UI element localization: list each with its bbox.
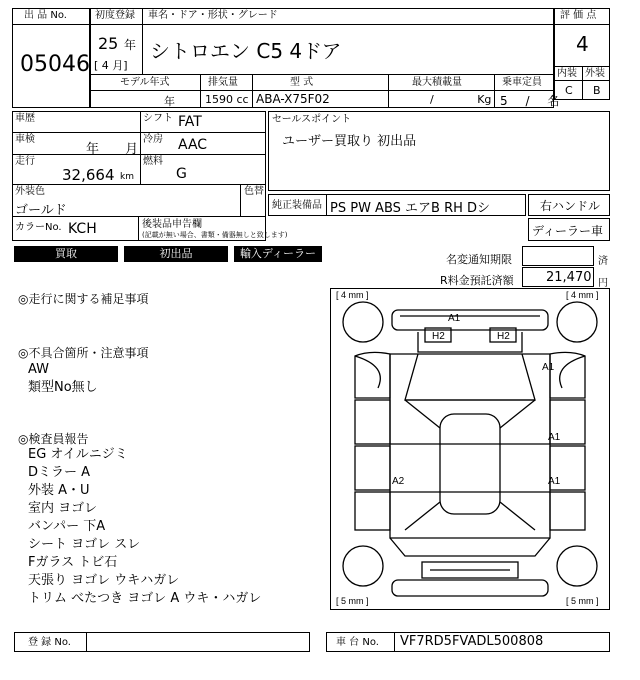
fuel-value: G [176,166,187,182]
equipment-label: 純正装備品 [272,200,322,211]
displacement-label: 排気量 [208,77,238,88]
recycle-unit: 円 [598,278,608,289]
damage-mark: A1 [548,476,561,487]
dealer-value: ディーラー車 [532,224,604,238]
mileage-unit: km [120,172,134,182]
name-change-box [522,246,594,266]
inspector-item: 室内 ヨゴレ [28,501,98,516]
fuel-label: 燃料 [143,156,163,167]
interior-label: 内装 [557,68,577,79]
damage-mark: A1 [548,432,561,443]
selling-points-label: セールスポイント [272,114,352,125]
inspector-item: Dミラー A [28,465,91,480]
inspector-item: トリム べたつき ヨゴレ A ウキ・ハガレ [28,591,262,606]
mileage-label: 走行 [15,156,35,167]
recycle-value: 21,470 [546,270,592,285]
damage-mark: A1 [448,313,461,324]
first-reg-label: 初度登録 [95,10,135,21]
color-change-label: 色替 [244,186,264,197]
capacity-value: 5 / 名 [500,94,560,108]
tire-depth-front-left: [ 4 mm ] [336,290,369,300]
damage-mark: A2 [392,476,405,487]
chassis-label: 車 台 No. [336,637,379,648]
mileage-value: 32,664 [62,166,115,184]
steering-value: 右ハンドル [540,199,601,213]
lot-label: 出 品 No. [24,10,67,21]
model-year-unit: 年 [164,95,175,108]
defects-title: ◎不具合箇所・注意事項 [18,346,149,360]
aftermarket-label: 後装品申告欄 [142,219,202,230]
chassis-value: VF7RD5FVADL500808 [400,634,544,649]
inspection-value: 年 月 [86,142,139,157]
history-label: 車歴 [15,113,35,124]
score-value: 4 [576,32,589,56]
defect-item: AW [28,362,50,377]
tag-buyback: 買取 [14,246,118,262]
ac-label: 冷房 [143,134,163,145]
tire-depth-front-right: [ 4 mm ] [566,290,599,300]
car-name-label: 車名・ドア・形状・グレード [148,10,278,21]
reg-year-unit: 年 [124,38,137,52]
reg-month: [ 4 月] [94,59,128,72]
color-no-label: カラーNo. [15,222,62,233]
tag-first-listing: 初出品 [124,246,228,262]
model-code-label: 型 式 [290,77,314,88]
model-year-label: モデル年式 [120,77,170,88]
inspector-item: シート ヨゴレ スレ [28,537,141,552]
car-damage-diagram [330,288,610,610]
inspector-item: EG オイルニジミ [28,447,128,462]
tag-import-dealer: 輸入ディーラー [234,246,322,262]
name-change-status: 済 [598,256,608,267]
name-change-label: 名変通知期限 [446,253,512,266]
damage-mark: H2 [497,331,510,342]
color-no-value: KCH [68,221,97,237]
damage-mark: H2 [432,331,445,342]
inspector-item: バンパー 下A [28,519,106,534]
exterior-label: 外装 [585,68,605,79]
ac-value: AAC [178,137,208,153]
exterior-grade: B [593,84,601,97]
selling-points-value: ユーザー買取り 初出品 [282,134,417,149]
recycle-label: R料金預託済額 [440,274,514,287]
inspector-item: 天張り ヨゴレ ウキハガレ [28,573,180,588]
shift-value: FAT [178,114,202,130]
car-name: シトロエン C5 4ドア [150,39,342,63]
equipment-value: PS PW ABS エアB RH Dシ [330,201,491,216]
max-load-value: / Kg [430,93,492,106]
damage-mark: A1 [542,362,555,373]
shift-label: シフト [143,113,173,124]
ext-color-value: ゴールド [15,203,67,218]
model-code: ABA-X75F02 [256,92,330,106]
tire-depth-rear-right: [ 5 mm ] [566,596,599,606]
interior-grade: C [565,84,573,97]
inspector-title: ◎検査員報告 [18,432,89,446]
inspector-item: Fガラス トビ石 [28,555,118,570]
tire-depth-rear-left: [ 5 mm ] [336,596,369,606]
max-load-label: 最大積載量 [412,77,462,88]
reg-no-label: 登 録 No. [28,637,71,648]
displacement-value: 1590 cc [205,93,249,106]
inspector-item: 外装 A・U [28,483,90,498]
score-label: 評 価 点 [560,10,597,21]
capacity-label: 乗車定員 [502,77,542,88]
ext-color-label: 外装色 [15,186,45,197]
inspection-label: 車検 [15,134,35,145]
driving-notes-title: ◎走行に関する補足事項 [18,292,149,306]
defect-item: 類型No無し [28,380,98,395]
lot-number: 05046 [20,52,90,77]
reg-year: 25 [98,34,119,53]
aftermarket-note: (記載が無い場合、書類・備器無しと致します) [142,231,288,239]
